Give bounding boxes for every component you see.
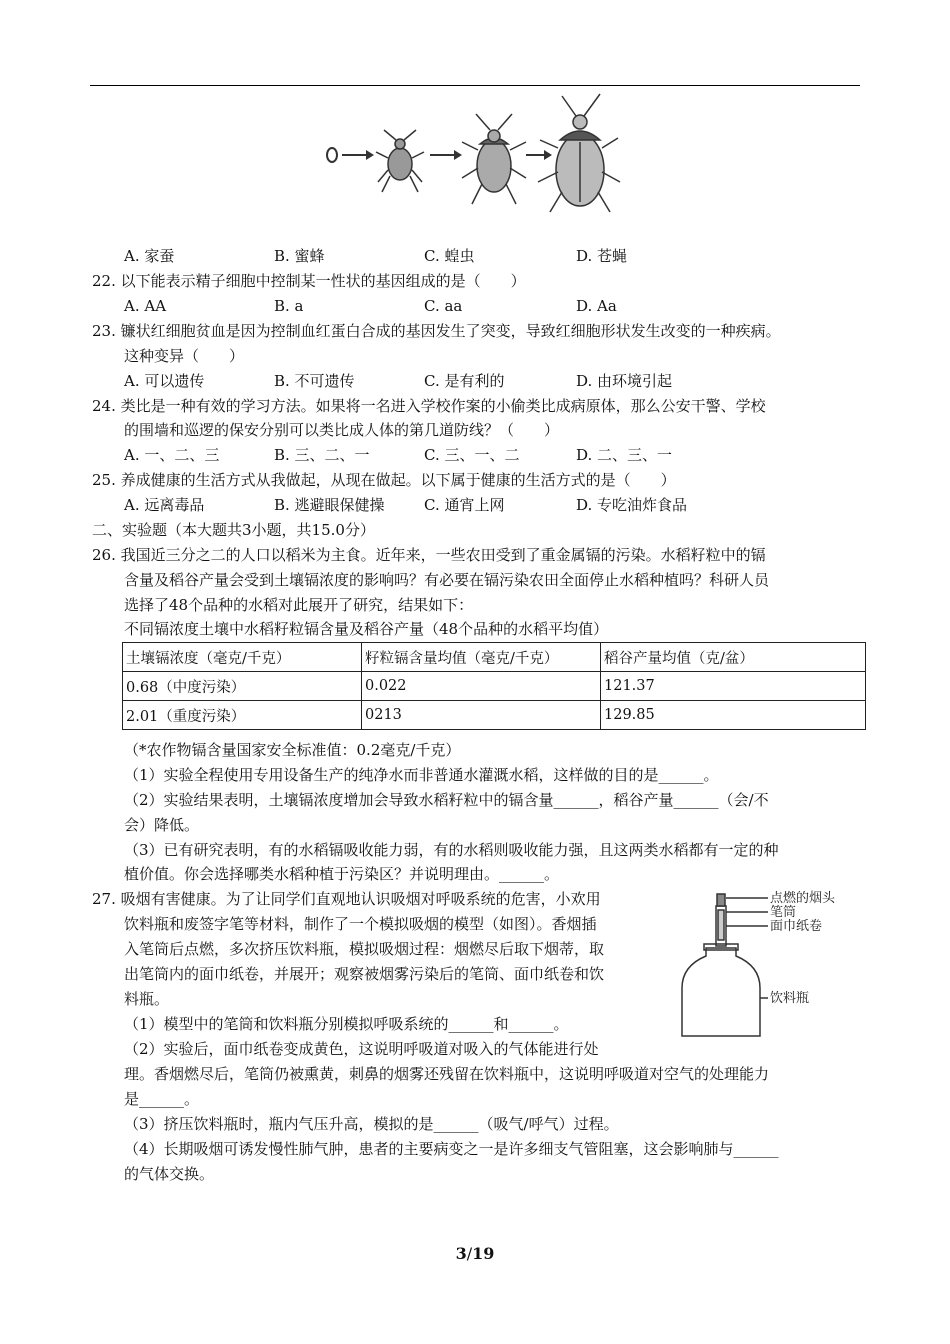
- q26-stem-line3: 选择了48个品种的水稻对此展开了研究，结果如下：: [124, 596, 474, 614]
- table-header-cell: 稻谷产量均值（克/盆）: [601, 643, 866, 672]
- q21-option-c: C. 蝗虫: [424, 247, 475, 265]
- table-cell: 121.37: [601, 672, 866, 701]
- q25-option-a: A. 远离毒品: [124, 496, 205, 514]
- q26-part2-line2: 会）降低。: [124, 816, 200, 834]
- drink-bottle-icon: [682, 948, 760, 1036]
- q25-option-d: D. 专吃油炸食品: [576, 496, 688, 514]
- q21-option-b: B. 蜜蜂: [274, 247, 325, 265]
- total-pages: 19: [472, 1244, 495, 1263]
- q26-table-title: 不同镉浓度土壤中水稻籽粒镉含量及稻谷产量（48个品种的水稻平均值）: [124, 620, 609, 638]
- egg-icon: [327, 148, 337, 162]
- q22-option-b: B. a: [274, 297, 304, 315]
- q26-part3-line1: （3）已有研究表明，有的水稻镉吸收能力弱，有的水稻则吸收能力强，且这两类水稻都有一定的种: [124, 841, 779, 859]
- table-cell: 129.85: [601, 701, 866, 730]
- q22-option-c: C. aa: [424, 297, 463, 315]
- q23-option-b: B. 不可遗传: [274, 372, 355, 390]
- insect-development-figure: [318, 92, 622, 216]
- q23-option-d: D. 由环境引起: [576, 372, 673, 390]
- nymph-small-icon: [376, 130, 424, 192]
- q23-option-a: A. 可以遗传: [124, 372, 205, 390]
- q22-stem: 22. 以下能表示精子细胞中控制某一性状的基因组成的是（ ）: [92, 272, 526, 290]
- table-cell: 0.022: [362, 672, 601, 701]
- table-cell: 0.68（中度污染）: [123, 672, 362, 701]
- q27-part4-line1: （4）长期吸烟可诱发慢性肺气肿，患者的主要病变之一是许多细支气管阻塞，这会影响肺与______: [124, 1140, 779, 1158]
- q24-option-b: B. 三、二、一: [274, 446, 370, 464]
- q26-note: （*农作物镉含量国家安全标准值：0.2毫克/千克）: [124, 741, 461, 759]
- q25-stem: 25. 养成健康的生活方式从我做起，从现在做起。以下属于健康的生活方式的是（ ）: [92, 471, 676, 489]
- q24-stem-line2: 的围墙和巡逻的保安分别可以类比成人体的第几道防线？（ ）: [124, 421, 560, 439]
- current-page: 3: [455, 1244, 467, 1263]
- figure-label-pen-tube: 笔筒: [770, 905, 797, 920]
- table-header-cell: 籽粒镉含量均值（毫克/千克）: [362, 643, 601, 672]
- header-rule: [90, 85, 860, 86]
- q26-stem-line2: 含量及稻谷产量会受到土壤镉浓度的影响吗？有必要在镉污染农田全面停止水稻种植吗？科研人员: [124, 571, 770, 589]
- nymph-large-icon: [462, 114, 526, 204]
- table-row: [123, 672, 866, 701]
- q27-stem-line2: 饮料瓶和废签字笔等材料，制作了一个模拟吸烟的模型（如图）。香烟插: [124, 915, 597, 933]
- q26-data-table: [122, 642, 866, 730]
- table-cell: 0213: [362, 701, 601, 730]
- q26-part3-line2: 植价值。你会选择哪类水稻种植于污染区？并说明理由。______。: [124, 865, 560, 883]
- figure-label-tissue-roll: 面巾纸卷: [770, 919, 823, 934]
- smoking-model-figure: [676, 890, 866, 1040]
- table-header-row: [123, 643, 866, 672]
- q24-option-d: D. 二、三、一: [576, 446, 673, 464]
- q25-option-b: B. 逃避眼保健操: [274, 496, 385, 514]
- q23-option-c: C. 是有利的: [424, 372, 505, 390]
- q23-stem-line2: 这种变异（ ）: [124, 347, 245, 365]
- q21-option-d: D. 苍蝇: [576, 247, 628, 265]
- cigarette-icon: [717, 894, 725, 906]
- figure-label-bottle: 饮料瓶: [770, 991, 810, 1006]
- q23-stem-line1: 23. 镰状红细胞贫血是因为控制血红蛋白合成的基因发生了突变，导致红细胞形状发生改变的一种疾病。: [92, 322, 781, 340]
- q22-option-d: D. Aa: [576, 297, 617, 315]
- table-row: [123, 701, 866, 730]
- q27-stem-line3: 入笔筒后点燃，多次挤压饮料瓶，模拟吸烟过程：烟燃尽后取下烟蒂，取: [124, 940, 605, 958]
- q24-option-a: A. 一、二、三: [124, 446, 220, 464]
- q24-option-c: C. 三、一、二: [424, 446, 520, 464]
- q27-part3: （3）挤压饮料瓶时，瓶内气压升高，模拟的是______（吸气/呼气）过程。: [124, 1115, 619, 1133]
- q27-part2-line2: 理。香烟燃尽后，笔筒仍被熏黄，刺鼻的烟雾还残留在饮料瓶中，这说明呼吸道对空气的处理能力: [124, 1065, 770, 1083]
- section-2-heading: 二、实验题（本大题共3小题，共15.0分）: [92, 521, 375, 539]
- q27-part1: （1）模型中的笔筒和饮料瓶分别模拟呼吸系统的______和______。: [124, 1015, 569, 1033]
- q26-part2-line1: （2）实验结果表明，土壤镉浓度增加会导致水稻籽粒中的镉含量______，稻谷产量______（会/不: [124, 791, 769, 809]
- q27-stem-line4: 出笔筒内的面巾纸卷，并展开；观察被烟雾污染后的笔筒、面巾纸卷和饮: [124, 965, 605, 983]
- q21-option-a: A. 家蚕: [124, 247, 175, 265]
- table-header-cell: 土壤镉浓度（毫克/千克）: [123, 643, 362, 672]
- q27-part2-line1: （2）实验后，面巾纸卷变成黄色，这说明呼吸道对吸入的气体能进行处: [124, 1040, 599, 1058]
- page-number: [0, 1244, 950, 1263]
- q25-option-c: C. 通宵上网: [424, 496, 505, 514]
- adult-insect-icon: [538, 94, 620, 212]
- figure-label-cigarette: 点燃的烟头: [770, 891, 836, 906]
- q22-option-a: A. AA: [124, 297, 167, 315]
- q24-stem-line1: 24. 类比是一种有效的学习方法。如果将一名进入学校作案的小偷类比成病原体，那么公安干警、学校: [92, 397, 766, 415]
- q26-part1: （1）实验全程使用专用设备生产的纯净水而非普通水灌溉水稻，这样做的目的是______。: [124, 766, 719, 784]
- q27-part4-line2: 的气体交换。: [124, 1165, 215, 1183]
- q27-stem-line5: 料瓶。: [124, 990, 170, 1008]
- page-separator: /: [466, 1244, 473, 1263]
- q27-stem-line1: 27. 吸烟有害健康。为了让同学们直观地认识吸烟对呼吸系统的危害，小欢用: [92, 890, 601, 908]
- q27-part2-line3: 是______。: [124, 1090, 200, 1108]
- q26-stem-line1: 26. 我国近三分之二的人口以稻米为主食。近年来，一些农田受到了重金属镉的污染。水稻籽粒中的镉: [92, 546, 766, 564]
- table-cell: 2.01（重度污染）: [123, 701, 362, 730]
